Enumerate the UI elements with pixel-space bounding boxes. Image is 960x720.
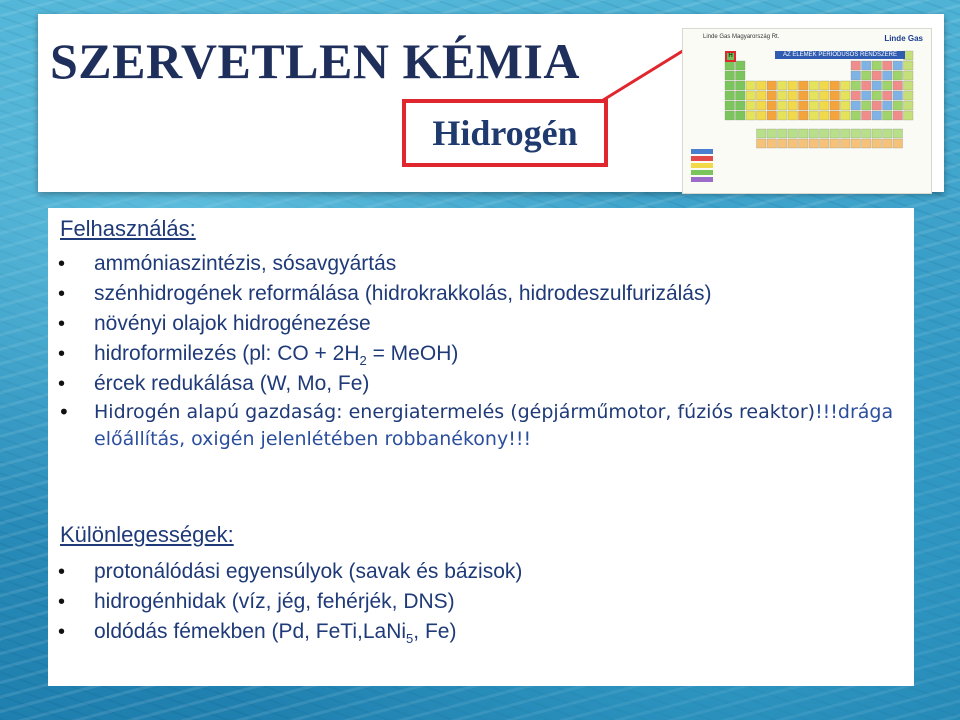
element-cell: [746, 81, 756, 90]
element-cell: [872, 61, 882, 70]
element-cell: [872, 111, 882, 120]
list-item: [48, 369, 898, 399]
list-item: [48, 339, 898, 369]
bullet-icon: •: [58, 621, 66, 643]
element-cell: [757, 111, 767, 120]
element-cell: [851, 71, 861, 80]
element-cell: [872, 139, 882, 148]
list-item: [48, 279, 898, 309]
element-cell: [851, 101, 861, 110]
element-cell: [893, 61, 903, 70]
element-cell: [767, 111, 777, 120]
list-item: [48, 617, 898, 647]
element-cell: [872, 81, 882, 90]
bullet-icon: •: [58, 313, 66, 335]
element-cell: [725, 111, 735, 120]
element-cell: [862, 81, 872, 90]
element-cell: [725, 81, 735, 90]
element-cell: [883, 111, 893, 120]
element-cell: [862, 111, 872, 120]
element-cell: [883, 129, 893, 138]
element-cell: [830, 81, 840, 90]
list-item-text: ammóniaszintézis, sósavgyártás: [94, 252, 397, 275]
element-cell: [883, 71, 893, 80]
element-cell: [893, 101, 903, 110]
element-cell: [799, 139, 809, 148]
element-cell: [904, 111, 914, 120]
element-cell: [820, 139, 830, 148]
element-cell: [904, 61, 914, 70]
element-cell: [767, 129, 777, 138]
element-cell: [893, 129, 903, 138]
element-cell: [883, 139, 893, 148]
bullet-icon: •: [58, 591, 66, 613]
page-title: SZERVETLEN KÉMIA: [50, 33, 580, 89]
element-cell: [788, 101, 798, 110]
element-cell: [809, 101, 819, 110]
element-cell: [841, 111, 851, 120]
element-cell: [788, 81, 798, 90]
special-heading: Különlegességek:: [60, 522, 234, 547]
title-panel: [38, 14, 944, 192]
element-cell: [767, 139, 777, 148]
periodic-table-publisher: Linde Gas Magyarország Rt.: [703, 34, 780, 40]
element-cell: [851, 81, 861, 90]
element-cell: [799, 129, 809, 138]
element-cell: [872, 71, 882, 80]
bullet-icon: •: [58, 253, 66, 275]
element-cell: [893, 91, 903, 100]
subscript: 2: [359, 353, 367, 369]
periodic-table-banner: AZ ELEMEK PERIÓDUSOS RENDSZERE: [775, 51, 905, 59]
element-cell: [725, 71, 735, 80]
element-cell: [725, 101, 735, 110]
element-cell: [736, 91, 746, 100]
bullet-icon: •: [58, 373, 66, 395]
element-cell: [862, 71, 872, 80]
element-cell: [830, 139, 840, 148]
usage-list: [48, 249, 898, 453]
element-cell: [893, 139, 903, 148]
element-cell: [757, 139, 767, 148]
element-cell: [883, 61, 893, 70]
element-cell: [757, 81, 767, 90]
element-cell: [725, 61, 735, 70]
periodic-table-hydrogen-cell: H: [725, 51, 736, 62]
element-cell: [778, 111, 788, 120]
element-cell: [851, 61, 861, 70]
element-cell: [893, 81, 903, 90]
element-cell: [893, 111, 903, 120]
element-cell: [841, 129, 851, 138]
element-cell: [799, 81, 809, 90]
element-cell: [862, 91, 872, 100]
element-cell: [746, 101, 756, 110]
element-cell: [809, 91, 819, 100]
element-cell: [788, 111, 798, 120]
bullet-icon: •: [58, 400, 70, 424]
element-cell: [767, 91, 777, 100]
list-item-text: protonálódási egyensúlyok (savak és bázisok): [94, 560, 523, 583]
list-item-text: szénhidrogének reformálása (hidrokrakkolás, hidrodeszulfurizálás): [94, 282, 712, 305]
element-cell: [788, 129, 798, 138]
element-cell: [862, 139, 872, 148]
list-item-text-tail: = MeOH): [366, 342, 459, 365]
element-cell: [736, 61, 746, 70]
element-cell: [883, 81, 893, 90]
element-cell: [862, 101, 872, 110]
element-cell: [809, 129, 819, 138]
element-cell: [736, 101, 746, 110]
element-cell: [799, 101, 809, 110]
element-cell: [736, 111, 746, 120]
element-cell: [841, 139, 851, 148]
legend-swatch: [691, 177, 713, 182]
list-item-text: hidroformilezés (pl: CO + 2H: [94, 342, 360, 365]
element-cell: [809, 81, 819, 90]
list-item-text: növényi olajok hidrogénezése: [94, 312, 371, 335]
bullet-icon: •: [58, 343, 66, 365]
element-cell: [820, 91, 830, 100]
element-cell: [757, 129, 767, 138]
subscript: 5: [406, 631, 414, 647]
bullet-icon: •: [58, 561, 66, 583]
list-item-text-tail: , Fe): [413, 620, 457, 643]
element-cell: [788, 91, 798, 100]
element-cell: [904, 91, 914, 100]
element-cell: [841, 91, 851, 100]
element-cell: [778, 101, 788, 110]
element-cell: [725, 91, 735, 100]
element-cell: [820, 111, 830, 120]
list-item-text: hidrogénhidak (víz, jég, fehérjék, DNS): [94, 590, 455, 613]
element-cell: [904, 101, 914, 110]
subtitle: Hidrogén: [432, 113, 578, 153]
legend-swatch: [691, 170, 713, 175]
list-item-text: oldódás fémekben (Pd, FeTi,LaNi: [94, 620, 407, 643]
list-item: [48, 399, 898, 453]
element-cell: [799, 111, 809, 120]
element-cell: [778, 139, 788, 148]
element-cell: [799, 91, 809, 100]
warning-text: !!!drága előállítás, oxigén jelenlétében robbanékony!!!: [94, 401, 894, 450]
list-item-text: ércek redukálása (W, Mo, Fe): [94, 372, 370, 395]
legend-swatch: [691, 156, 713, 161]
element-cell: [736, 71, 746, 80]
list-item-text: Hidrogén alapú gazdaság: energiatermelés (gépjárműmotor, fúziós reaktor): [94, 401, 816, 423]
list-item: [48, 587, 898, 617]
element-cell: [820, 81, 830, 90]
element-cell: [830, 91, 840, 100]
element-cell: [767, 81, 777, 90]
element-cell: [778, 129, 788, 138]
element-cell: [746, 111, 756, 120]
element-cell: [746, 91, 756, 100]
element-cell: [851, 91, 861, 100]
bullet-icon: •: [58, 283, 66, 305]
element-cell: [862, 61, 872, 70]
element-cell: [872, 129, 882, 138]
element-cell: [893, 71, 903, 80]
element-cell: [883, 91, 893, 100]
special-list: [48, 557, 898, 647]
element-cell: [851, 139, 861, 148]
content-panel: [48, 208, 914, 686]
element-cell: [809, 111, 819, 120]
periodic-table-image: [682, 28, 932, 194]
element-cell: [788, 139, 798, 148]
legend-swatch: [691, 163, 713, 168]
periodic-table-brand-logo: Linde Gas: [884, 34, 923, 43]
element-cell: [830, 129, 840, 138]
element-cell: [862, 129, 872, 138]
element-cell: [904, 71, 914, 80]
list-item: [48, 557, 898, 587]
element-cell: [904, 81, 914, 90]
element-cell: [851, 129, 861, 138]
element-cell: [820, 101, 830, 110]
element-cell: [851, 111, 861, 120]
list-item: [48, 249, 898, 279]
element-cell: [809, 139, 819, 148]
usage-heading: Felhasználás:: [60, 216, 196, 241]
element-cell: [778, 91, 788, 100]
element-cell: [757, 91, 767, 100]
element-cell: [883, 101, 893, 110]
element-cell: [872, 101, 882, 110]
element-cell: [872, 91, 882, 100]
element-cell: [841, 81, 851, 90]
element-cell: [736, 81, 746, 90]
element-cell: [841, 101, 851, 110]
element-cell: [820, 129, 830, 138]
list-item: [48, 309, 898, 339]
element-cell: [757, 101, 767, 110]
element-cell: [778, 81, 788, 90]
legend-swatch: [691, 149, 713, 154]
element-cell: [767, 101, 777, 110]
element-cell: [830, 101, 840, 110]
element-cell: [830, 111, 840, 120]
